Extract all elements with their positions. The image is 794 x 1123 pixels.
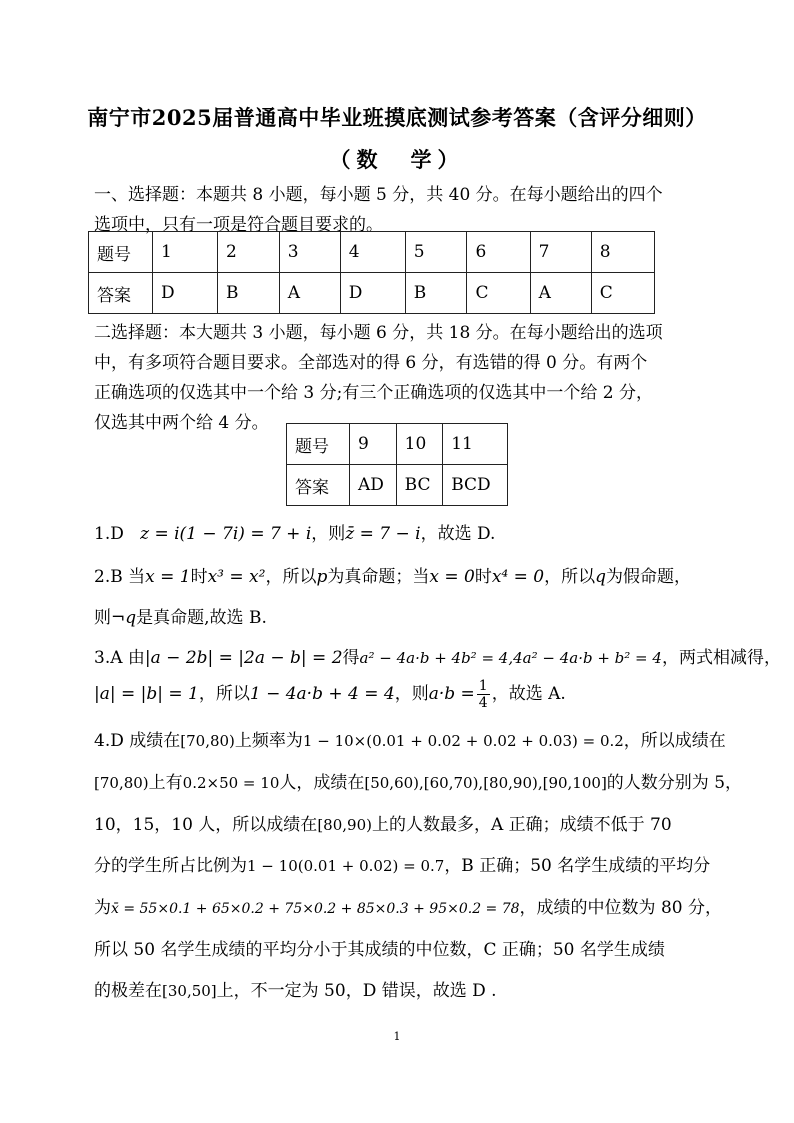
text: 所以 50 名学生成绩的平均分小于其成绩的中位数，C 正确；50 名学生成绩 — [94, 940, 665, 960]
solution-4-line3 — [94, 810, 719, 835]
table-cell: C — [467, 273, 530, 314]
section2-line4: 仅选其中两个给 4 分。 — [94, 413, 269, 433]
table-row-answers — [89, 273, 655, 314]
solution-label: 2.B — [94, 567, 123, 587]
solution-1 — [94, 519, 719, 544]
fraction — [477, 678, 490, 711]
math-expr: ¬q — [111, 608, 137, 628]
table-row-numbers — [89, 232, 655, 273]
text: ，所以 — [198, 684, 250, 704]
page-number: 1 — [393, 1030, 401, 1043]
fraction-denominator: 4 — [478, 695, 488, 711]
text: 为真命题；当 — [327, 567, 430, 587]
solution-4-line5 — [94, 893, 722, 918]
solution-4-line6 — [94, 935, 719, 960]
text: ，所以 — [544, 567, 596, 587]
math-expr: [70,80) — [94, 774, 149, 792]
text: 由 — [127, 648, 145, 668]
table-cell: 5 — [405, 232, 467, 273]
text: 分的学生所占比例为 — [94, 856, 247, 876]
table-cell: D — [153, 273, 218, 314]
solution-label: 3.A — [94, 648, 123, 668]
page-title: 南宁市2025届普通高中毕业班摸底测试参考答案（含评分细则） — [87, 105, 707, 130]
table-row-numbers — [287, 424, 508, 465]
math-expr: 1 − 10×(0.01 + 0.02 + 0.02 + 0.03) = 0.2 — [302, 732, 624, 750]
solution-4-line2 — [94, 768, 743, 793]
math-expr: 0.2×50 = 10 — [182, 774, 280, 792]
table-cell: 10 — [396, 424, 443, 465]
table-cell: B — [405, 273, 467, 314]
section1-line1: 一、选择题：本题共 8 小题，每小题 5 分，共 40 分。在每小题给出的四个 — [94, 185, 663, 205]
text: ，则 — [311, 524, 346, 544]
table-cell: A — [530, 273, 591, 314]
solution-label: 1.D — [94, 524, 124, 544]
solution-label: 4.D — [94, 731, 124, 751]
table-cell: 4 — [340, 232, 405, 273]
text: ，成绩的中位数为 80 分， — [519, 898, 722, 918]
math-expr: z = i(1 − 7i) = 7 + i — [140, 524, 312, 544]
math-expr: [50,60),[60,70),[80,90),[90,100] — [364, 774, 607, 792]
section2-intro — [94, 318, 714, 438]
math-expr: z̄ = 7 − i — [345, 524, 421, 544]
math-expr: p — [316, 567, 328, 587]
text: 10，15，10 人，所以成绩在 — [94, 815, 318, 835]
table-cell: 1 — [153, 232, 218, 273]
text: 为 — [94, 898, 111, 918]
answer-table-1 — [88, 231, 655, 314]
text: 的极差在 — [94, 981, 162, 1001]
solution-3-line2 — [94, 678, 719, 711]
math-expr: a² − 4a·b + 4b² = 4,4a² − 4a·b + b² = 4 — [359, 649, 662, 667]
solution-4-line4 — [94, 851, 719, 876]
math-expr: x³ = x² — [207, 567, 266, 587]
table-header-cell: 答案 — [287, 465, 350, 506]
math-expr: [30,50] — [162, 982, 217, 1000]
math-expr: q — [595, 567, 606, 587]
text: 上的人数最多，A 正确；成绩不低于 70 — [371, 815, 672, 835]
text: ，所以成绩在 — [623, 731, 726, 751]
text: 则 — [94, 608, 111, 628]
text: 为假命题， — [605, 567, 691, 587]
text: 时 — [474, 567, 492, 587]
text: 时 — [190, 567, 208, 587]
table-header-cell: 题号 — [89, 232, 153, 273]
text: 上，不一定为 50，D 错误，故选 D . — [216, 981, 497, 1001]
solution-4-line1 — [94, 726, 726, 751]
table-cell: 11 — [443, 424, 508, 465]
math-expr: [70,80) — [180, 732, 235, 750]
text: 上有 — [148, 773, 183, 793]
math-expr: 1 − 4a·b + 4 = 4 — [249, 684, 395, 704]
text: 得 — [342, 648, 360, 668]
section2-line3: 正确选项的仅选其中一个给 3 分;有三个正确选项的仅选其中一个给 2 分， — [94, 383, 653, 403]
math-expr: |a| = |b| = 1 — [94, 684, 199, 704]
table-cell: AD — [350, 465, 397, 506]
table-cell: C — [591, 273, 654, 314]
text: ，故选 A. — [491, 684, 566, 704]
section2-line1: 二选择题：本大题共 3 小题，每小题 6 分，共 18 分。在每小题给出的选项 — [94, 323, 663, 343]
math-expr: 1 − 10(0.01 + 0.02) = 0.7 — [247, 857, 445, 875]
answer-table-2 — [286, 423, 508, 506]
math-expr: x = 1 — [145, 567, 191, 587]
solution-2-line1 — [94, 562, 719, 587]
fraction-numerator: 1 — [478, 678, 488, 694]
table-cell: D — [340, 273, 405, 314]
math-expr: x̄ = 55×0.1 + 65×0.2 + 75×0.2 + 85×0.3 + 95×0.2 = 78 — [111, 901, 520, 917]
table-cell: 3 — [279, 232, 340, 273]
solution-3-line1 — [94, 643, 781, 668]
math-expr: x = 0 — [429, 567, 475, 587]
math-expr: |a − 2b| = |2a − b| = 2 — [144, 648, 343, 668]
table-header-cell: 答案 — [89, 273, 153, 314]
table-cell: 2 — [217, 232, 279, 273]
section2-line2: 中，有多项符合题目要求。全部选对的得 6 分，有选错的得 0 分。有两个 — [94, 353, 648, 373]
text: ，B 正确；50 名学生成绩的平均分 — [444, 856, 711, 876]
text: 上频率为 — [234, 731, 303, 751]
text: 人，成绩在 — [279, 773, 365, 793]
table-cell: 6 — [467, 232, 530, 273]
table-cell: 7 — [530, 232, 591, 273]
text: 的人数分别为 5， — [606, 773, 743, 793]
table-cell: A — [279, 273, 340, 314]
text: ，所以 — [265, 567, 317, 587]
text: 是真命题,故选 B. — [136, 608, 267, 628]
math-expr: x⁴ = 0 — [491, 567, 545, 587]
text: ，两式相减得， — [661, 648, 781, 668]
section1-line2: 选项中，只有一项是符合题目要求的。 — [94, 215, 383, 235]
text: ，则 — [394, 684, 429, 704]
table-cell: BC — [396, 465, 443, 506]
table-row-answers — [287, 465, 508, 506]
table-cell: BCD — [443, 465, 508, 506]
math-expr: [80,90) — [317, 816, 372, 834]
text: 当 — [128, 567, 146, 587]
table-cell: B — [217, 273, 279, 314]
table-cell: 9 — [350, 424, 397, 465]
math-expr: a·b = — [428, 684, 475, 704]
solution-2-line2 — [94, 603, 719, 628]
solution-4-line7 — [94, 976, 719, 1001]
text: 成绩在 — [129, 731, 181, 751]
table-header-cell: 题号 — [287, 424, 350, 465]
table-cell: 8 — [591, 232, 654, 273]
page-subtitle: （数 学） — [329, 147, 465, 172]
text: ，故选 D. — [420, 524, 496, 544]
